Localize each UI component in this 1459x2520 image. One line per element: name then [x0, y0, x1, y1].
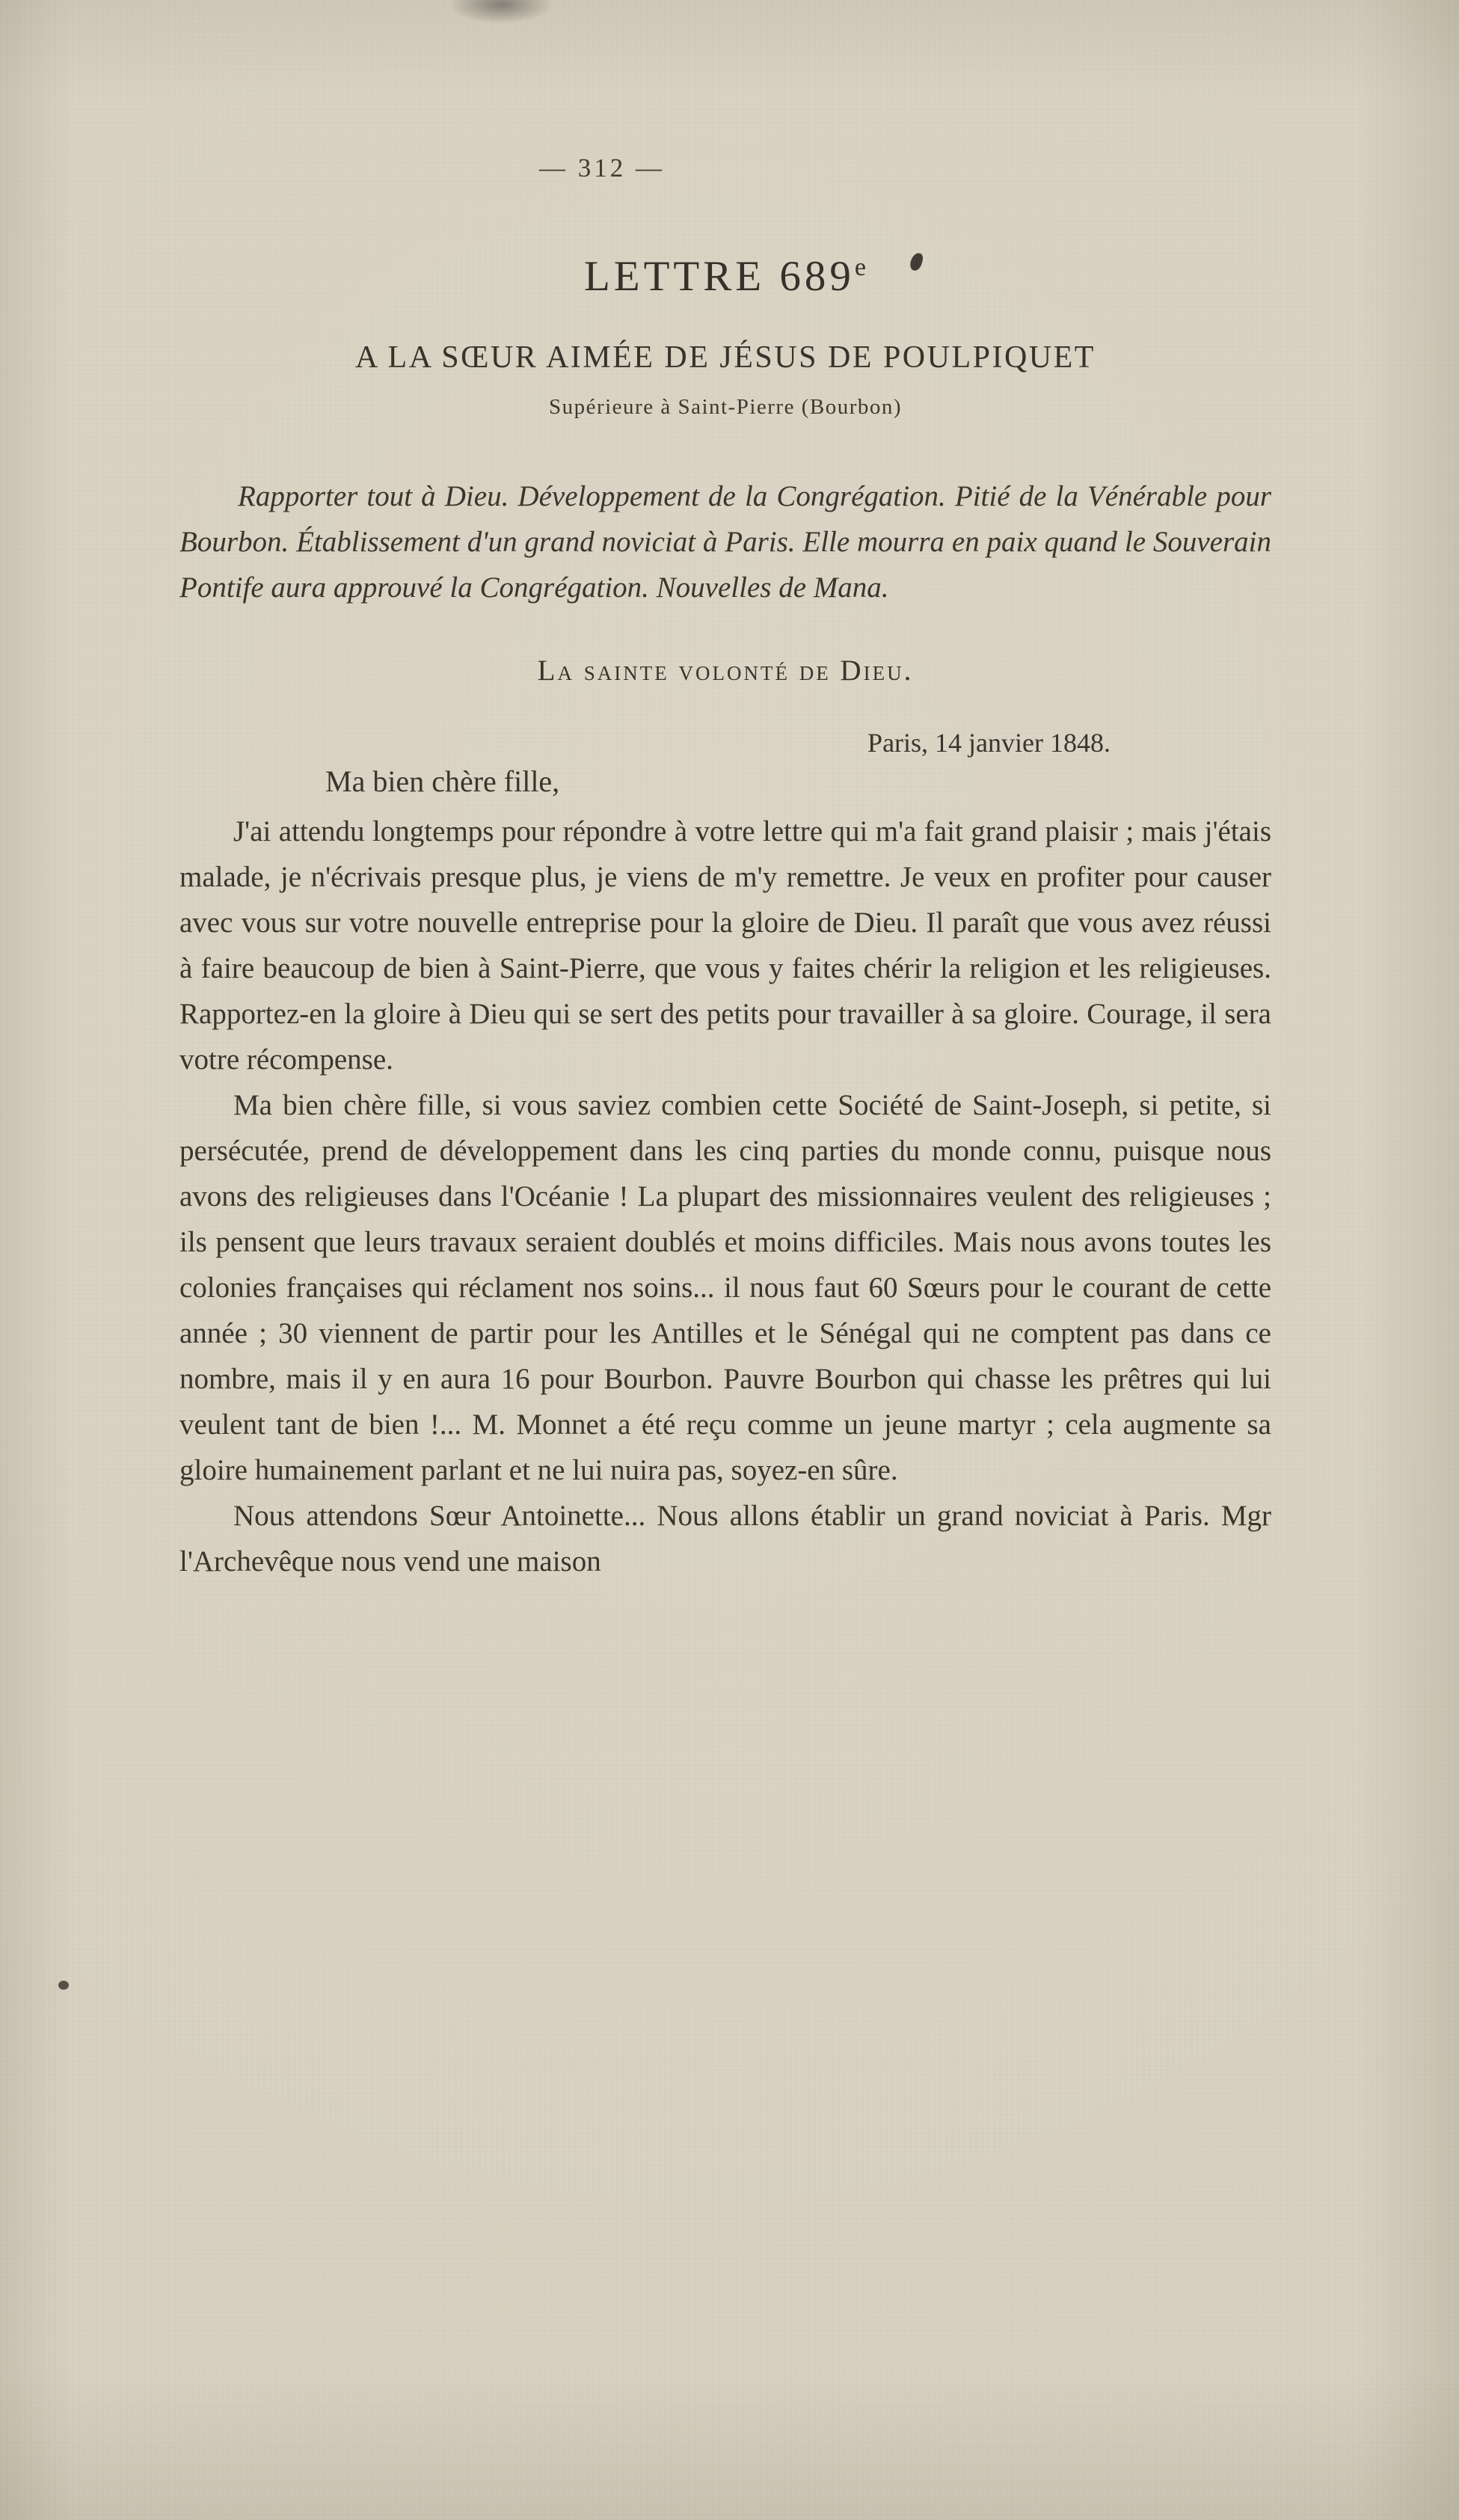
addressee-role: Supérieure à Saint-Pierre (Bourbon) — [548, 395, 903, 419]
letter-dateline: Paris, 14 janvier 1848. — [867, 728, 1111, 758]
letter-paragraph: Ma bien chère fille, si vous saviez combien cette Société de Saint-Joseph, si petite, si persécutée, prend de développement dans les cinq parties du monde connu, puisque nous avons des religieuses dans l'Océanie ! La plupart des missionnaires veulent des religieuses ; ils pensent que leurs travaux seraient doublés et moins difficiles. Mais nous avons toutes les colonies françaises qui réclament nos soins... il nous faut 60 Sœurs pour le courant de cette année ; 30 viennent de partir pour les Antilles et le Sénégal qui ne comptent pas dans ce nombre, mais il y en aura 16 pour Bourbon. Pauvre Bourbon qui chasse les prêtres qui lui veulent tant de bien !... M. Monnet a été reçu comme un jeune martyr ; cela augmente sa gloire humainement parlant et ne lui nuira pas, soyez-en sûre. — [179, 1089, 1271, 1486]
letter-summary: Rapporter tout à Dieu. Développement de la Congrégation. Pitié de la Vénérable pour Bourbon. Établissement d'un grand noviciat à Paris. Elle mourra en paix quand le Souverain Pontife aura approuvé la Congrégation. Nouvelles de Mana. — [179, 480, 1271, 604]
margin-ink-dot — [58, 1981, 69, 1990]
letter-motto: La sainte volonté de Dieu. — [537, 654, 914, 687]
letter-salutation: Ma bien chère fille, — [325, 764, 560, 798]
letter-page — [179, 0, 1271, 1584]
letter-addressee: A LA SŒUR AIMÉE DE JÉSUS DE POULPIQUET — [355, 340, 1096, 375]
page-number: — 312 — — [539, 153, 665, 183]
letter-title-text: LETTRE 689 — [583, 253, 855, 300]
letter-paragraph: J'ai attendu longtemps pour répondre à votre lettre qui m'a fait grand plaisir ; mais j'étais malade, je n'écrivais presque plus, je viens de m'y remettre. Je veux en profiter pour causer avec vous sur votre nouvelle entreprise pour la gloire de Dieu. Il paraît que vous avez réussi à faire beaucoup de bien à Saint-Pierre, que vous y faites chérir la religion et les religieuses. Rapportez-en la gloire à Dieu qui se sert des petits pour travailler à sa gloire. Courage, il sera votre récompense. — [179, 815, 1271, 1076]
letter-title — [179, 252, 1271, 301]
letter-paragraph: Nous attendons Sœur Antoinette... Nous allons établir un grand noviciat à Paris. Mgr l'Archevêque nous vend une maison — [179, 1500, 1271, 1578]
letter-title-ordinal: e — [854, 254, 867, 281]
